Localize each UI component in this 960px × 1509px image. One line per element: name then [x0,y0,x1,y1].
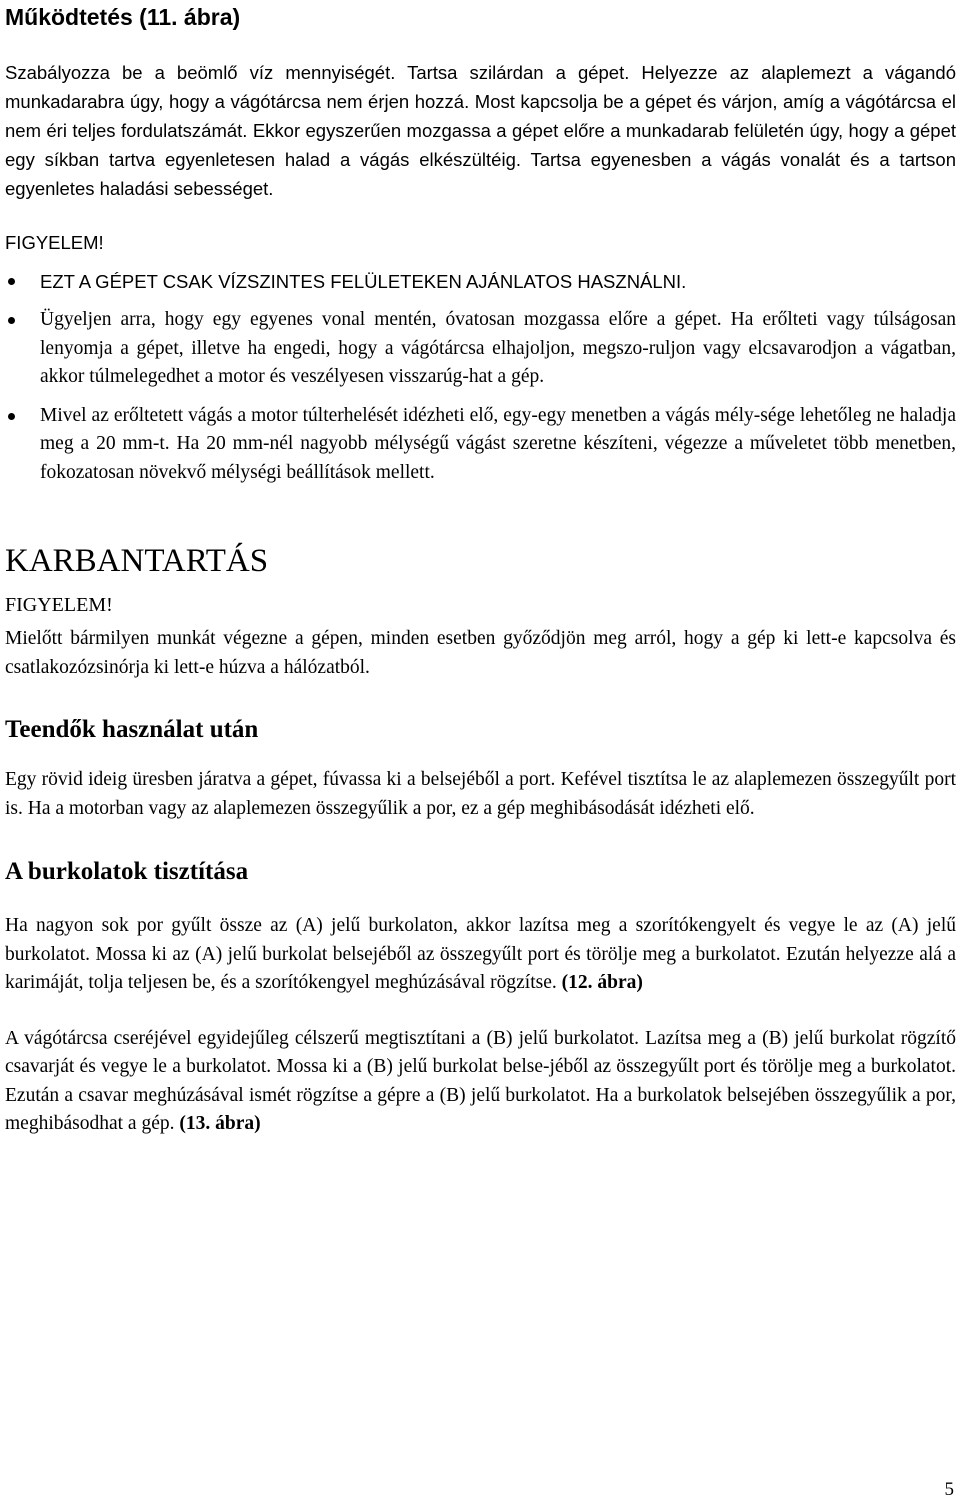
warning-bullet-3 [5,402,956,488]
covers-paragraph-2 [5,1025,956,1139]
figure-12-reference: (12. ábra) [561,972,643,993]
operation-heading: Működtetés (11. ábra) [5,4,241,30]
operation-warning-label: FIGYELEM! [5,232,104,253]
warning-bullet-1 [5,267,956,296]
bullet-dot-icon [8,278,15,285]
operation-intro: Szabályozza be a beömlő víz mennyiségét. Tartsa szilárdan a gépet. Helyezze az alaplemezt a vágandó munkadarabra úgy, hogy a vágótárcsa nem érjen hozzá. Most kapcsolja be a gépet és várjon, amíg a vágótárcsa el nem éri teljes fordulatszámát. Ekkor egyszerűen mozgassa a gépet előre a munkadarab felületén úgy, hogy a gépet egy síkban tartva egyenletesen halad a vágás elkészültéig. Tartsa egyenesben a vágás vonalát és a tartson egyenletes haladási sebességet. [5,62,956,199]
after-use-text: Egy rövid ideig üresben járatva a gépet, fúvassa ki a belsejéből a port. Kefével tisztítsa le az alaplemezen összegyűlt port is. Ha a motorban vagy az alaplemezen összegyűlik a por, ez a gép meghibásodását idézheti elő. [5,769,956,819]
warning-bullet-2 [5,306,956,392]
maintenance-warning-label: FIGYELEM! [5,594,113,616]
warning-bullet-3-text: Mivel az erőltetett vágás a motor túlterhelését idézheti elő, egy-egy menetben a vágás mély-sége lehetőleg ne haladja meg a 20 mm-t. Ha 20 mm-nél nagyobb mélységű vágást szeretne készíteni, végezze a műveletet több menetben, fokozatosan növekvő mélységi beállítások mellett. [40,404,956,483]
after-use-heading: Teendők használat után [5,716,259,743]
page-number: 5 [944,1479,954,1500]
covers-heading: A burkolatok tisztítása [5,858,249,885]
maintenance-heading: KARBANTARTÁS [5,543,269,579]
covers-paragraph-2-text: A vágótárcsa cseréjével egyidejűleg célszerű megtisztítani a (B) jelű burkolatot. Lazítsa meg a (B) jelű burkolat rögzítő csavarját és vegye le a burkolatot. Mossa ki a (B) jelű burkolat belse-jéből az összegyűlt port és törölje meg a burkolatot. Ezután a csavar meghúzásával ismét rögzítse a gépre a (B) jelű burkolatot. Ha a burkolatok belsejében összegyűlik a por, meghibásodhat a gép. [5,1027,956,1134]
document-page [5,0,956,1139]
figure-13-reference: (13. ábra) [179,1113,261,1134]
bullet-dot-icon [8,413,15,420]
covers-paragraph-1 [5,912,956,998]
maintenance-warning-text: Mielőtt bármilyen munkát végezne a gépen, minden esetben győződjön meg arról, hogy a gép ki lett-e kapcsolva és csatlakozózsinórja ki lett-e húzva a hálózatból. [5,628,956,678]
operation-warning-list [5,267,956,487]
bullet-dot-icon [8,317,15,324]
warning-bullet-2-text: Ügyeljen arra, hogy egy egyenes vonal mentén, óvatosan mozgassa előre a gépet. Ha erőlteti vagy túlságosan lenyomja a gépet, illetve ha engedi, hogy a vágótárcsa elhajoljon, megszo-ruljon vagy elcsavarodjon a vágatban, akkor túlmelegedhet a motor és veszélyesen visszarúg-hat a gép. [40,309,956,387]
covers-paragraph-1-text: Ha nagyon sok por gyűlt össze az (A) jelű burkolaton, akkor lazítsa meg a szorítókengyelt és vegye le az (A) jelű burkolatot. Mossa ki az (A) jelű burkolat belsejéből az összegyűlt port és törölje meg a burkolatot. Ezután helyezze alá a karimáját, tolja teljesen be, és a szorítókengyel meghúzásával rögzítse. [5,915,956,993]
warning-bullet-1-text: EZT A GÉPET CSAK VÍZSZINTES FELÜLETEKEN AJÁNLATOS HASZNÁLNI. [40,271,687,292]
